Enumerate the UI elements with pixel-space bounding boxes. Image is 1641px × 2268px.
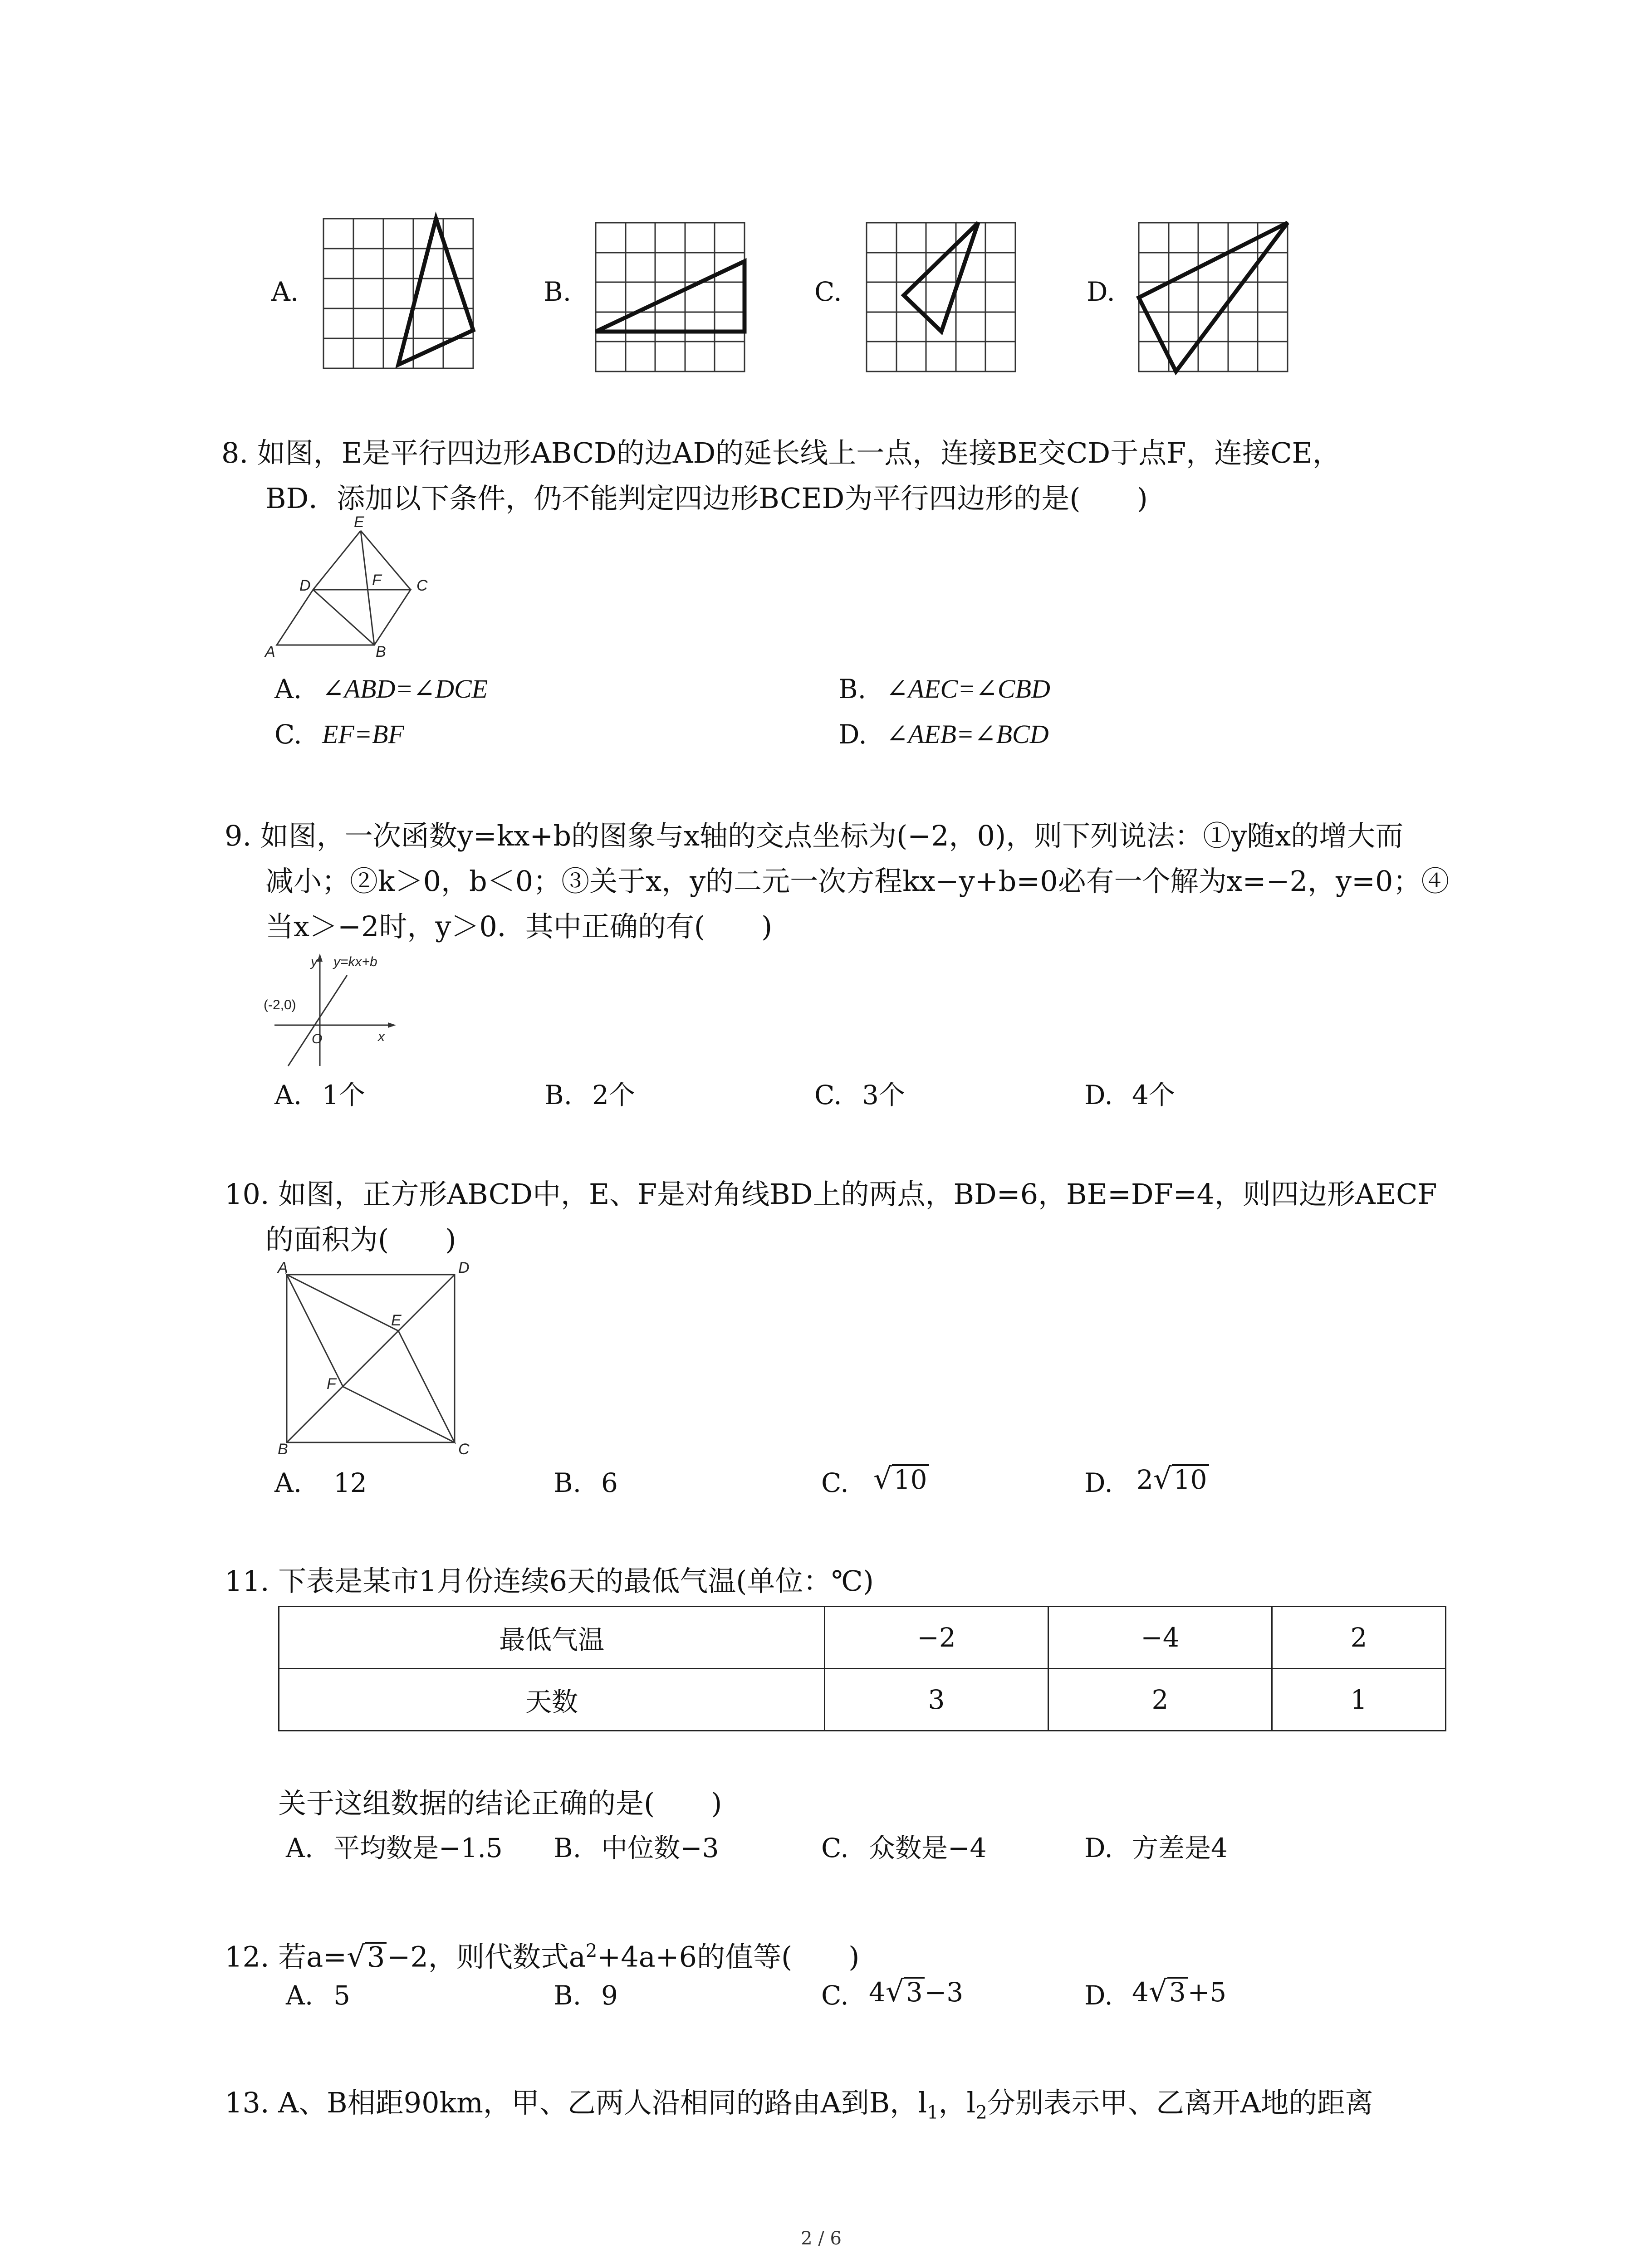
q10-option-a-label: A.	[274, 1467, 302, 1498]
q8-stem-line2: BD．添加以下条件，仍不能判定四边形BCED为平行四边形的是( )	[265, 482, 1148, 515]
q8-option-d-text: ∠AEB=∠BCD	[886, 719, 1049, 749]
q9-option-c-text: 3个	[862, 1080, 905, 1110]
q7-d-triangle	[1139, 223, 1288, 371]
q9-label-point: (-2,0)	[264, 997, 296, 1012]
q8-option-d-label: D.	[838, 719, 867, 750]
q12-option-b-text: 9	[601, 1980, 618, 2011]
sqrt-symbol: √	[1153, 1462, 1172, 1496]
q8-label-a: A	[265, 643, 275, 660]
q11-temperature-table	[278, 1606, 1446, 1731]
q7-b-triangle	[596, 261, 745, 332]
q12-radicand: 3	[365, 1942, 387, 1971]
q9-stem-line1: 9. 如图，一次函数y=kx+b的图象与x轴的交点坐标为(−2，0)，则下列说法：①y随x的增大而	[225, 819, 1404, 852]
q10-label-c: C	[458, 1441, 470, 1458]
q12-option-d-tail: +5	[1187, 1977, 1227, 2008]
q8-ad-extension	[313, 531, 361, 590]
q13-part2: ，l	[938, 2086, 976, 2119]
q7-option-c-label: C.	[814, 276, 842, 307]
q8-stem-line1: 8. 如图，E是平行四边形ABCD的边AD的延长线上一点，连接BE交CD于点F，连接CE，	[221, 436, 1341, 469]
q9-option-b-text: 2个	[592, 1080, 635, 1110]
q12-option-c-coef: 4	[869, 1977, 886, 2008]
q11-option-d-text: 方差是4	[1132, 1833, 1228, 1863]
table-cell: 2	[1272, 1607, 1446, 1669]
q13-stem	[225, 2086, 1373, 2126]
q7-option-c-figure	[867, 223, 1015, 371]
q11-stem: 11. 下表是某市1月份连续6天的最低气温(单位：℃)	[225, 1564, 874, 1598]
q8-option-a-label: A.	[274, 674, 302, 704]
q12-option-c-tail: −3	[924, 1977, 964, 2008]
table-cell: 2	[1048, 1669, 1272, 1731]
page-number: 2 / 6	[801, 2228, 842, 2249]
q10-stem-line1: 10. 如图，正方形ABCD中，E、F是对角线BD上的两点，BD=6，BE=DF=4，则四边形AECF	[225, 1178, 1437, 1211]
q11-option-d-label: D.	[1084, 1833, 1113, 1863]
q8-label-e: E	[354, 513, 364, 531]
q10-diagonal-bd	[287, 1275, 455, 1442]
q12-stem	[225, 1937, 860, 1974]
q7-option-a-figure	[323, 219, 473, 368]
table-cell: −2	[825, 1607, 1048, 1669]
q7-option-d-label: D.	[1087, 276, 1115, 307]
q8-option-c-label: C.	[274, 719, 302, 750]
table-cell: 天数	[279, 1669, 825, 1731]
q10-option-b-label: B.	[554, 1467, 582, 1498]
q11-option-b-label: B.	[554, 1833, 582, 1863]
q8-option-b-label: B.	[838, 674, 867, 704]
q12-stem-middle: −2，则代数式a	[387, 1940, 586, 1974]
q10-option-c-radicand: 10	[892, 1464, 929, 1493]
q11-question: 关于这组数据的结论正确的是( )	[278, 1787, 722, 1820]
table-cell: 3	[825, 1669, 1048, 1731]
q8-label-f: F	[372, 572, 382, 589]
sqrt-symbol: √	[1148, 1975, 1167, 2009]
q13-part3: 分别表示甲、乙离开A地的距离	[987, 2086, 1373, 2119]
q10-option-d-radicand: 10	[1172, 1464, 1209, 1493]
q9-option-d-text: 4个	[1132, 1080, 1175, 1110]
q9-stem-line3: 当x＞−2时，y＞0．其中正确的有( )	[265, 910, 773, 943]
table-row	[279, 1669, 1446, 1731]
q13-sub2: 2	[975, 2102, 987, 2123]
q12-option-d-label: D.	[1084, 1980, 1113, 2011]
table-cell: 最低气温	[279, 1607, 825, 1669]
q7-option-d-figure	[1139, 223, 1288, 371]
q9-option-d-label: D.	[1084, 1080, 1113, 1110]
q8-option-b-text: ∠AEC=∠CBD	[886, 674, 1050, 704]
q10-label-d: D	[458, 1259, 470, 1276]
q9-y-arrow	[317, 953, 323, 962]
q10-option-c-label: C.	[821, 1467, 849, 1498]
q9-option-c-label: C.	[814, 1080, 842, 1110]
q10-option-a-text: 12	[333, 1467, 367, 1498]
q10-option-c-value	[873, 1462, 929, 1496]
q9-stem-line2: 减小；②k＞0，b＜0；③关于x，y的二元一次方程kx−y+b=0必有一个解为x=−2，y=0；④	[265, 865, 1450, 898]
q9-option-b-label: B.	[544, 1080, 573, 1110]
q7-a-triangle	[398, 219, 473, 365]
q10-option-d-value	[1136, 1462, 1209, 1496]
table-row	[279, 1607, 1446, 1669]
q11-option-c-label: C.	[821, 1833, 849, 1863]
table-cell: −4	[1048, 1607, 1272, 1669]
q12-option-b-label: B.	[554, 1980, 582, 2011]
q10-figure	[268, 1256, 476, 1456]
q10-option-d-coef: 2	[1136, 1464, 1153, 1495]
q12-option-d-radicand: 3	[1167, 1977, 1188, 2006]
q7-c-triangle	[904, 223, 978, 332]
q9-function-line	[288, 975, 347, 1066]
q12-option-c-value	[869, 1975, 964, 2009]
sqrt-symbol: √	[885, 1975, 904, 2009]
q9-label-y: y	[311, 954, 318, 969]
q9-label-x: x	[378, 1029, 385, 1044]
q10-option-b-text: 6	[601, 1467, 618, 1498]
q8-bd	[313, 590, 374, 645]
q8-label-d: D	[299, 577, 311, 594]
q7-option-b-figure	[596, 223, 745, 371]
q8-option-a-text: ∠ABD=∠DCE	[322, 674, 488, 704]
sqrt-symbol: √	[873, 1462, 892, 1496]
q12-option-a-text: 5	[333, 1980, 350, 2011]
q8-label-c: C	[416, 577, 428, 594]
q10-stem-line2: 的面积为( )	[265, 1223, 456, 1256]
q12-option-c-radicand: 3	[904, 1977, 925, 2006]
q8-ce	[361, 531, 411, 590]
q9-option-a-text: 1个	[322, 1080, 365, 1110]
q11-option-b-text: 中位数−3	[601, 1833, 719, 1863]
q13-part1: 13. A、B相距90km，甲、乙两人沿相同的路由A到B，l	[225, 2086, 927, 2119]
q7-option-a-label: A.	[271, 276, 299, 307]
q8-figure	[263, 513, 458, 660]
q11-option-a-text: 平均数是−1.5	[333, 1833, 503, 1863]
q9-option-a-label: A.	[274, 1080, 302, 1110]
q9-x-arrow	[388, 1022, 396, 1028]
q10-label-f: F	[327, 1375, 336, 1393]
q10-label-e: E	[391, 1312, 402, 1329]
q13-sub1: 1	[927, 2102, 939, 2123]
q8-label-b: B	[376, 643, 386, 660]
q12-stem-prefix: 12. 若a=	[225, 1940, 347, 1974]
q10-label-a: A	[278, 1259, 288, 1276]
q10-option-d-label: D.	[1084, 1467, 1113, 1498]
q12-option-a-label: A.	[286, 1980, 314, 2011]
q9-label-function: y=kx+b	[333, 954, 377, 969]
q8-option-c-text: EF=BF	[322, 719, 404, 749]
sqrt-symbol: √	[347, 1940, 366, 1974]
q11-option-c-text: 众数是−4	[869, 1833, 987, 1863]
q10-label-b: B	[278, 1441, 288, 1458]
q9-figure	[261, 948, 411, 1070]
q11-option-a-label: A.	[286, 1833, 314, 1863]
q9-label-o: O	[312, 1031, 323, 1046]
q7-option-b-label: B.	[544, 276, 572, 307]
q12-stem-suffix: +4a+6的值等( )	[597, 1940, 860, 1974]
table-cell: 1	[1272, 1669, 1446, 1731]
q12-option-d-value	[1132, 1975, 1227, 2009]
q12-option-c-label: C.	[821, 1980, 849, 2011]
q12-exponent: 2	[585, 1941, 598, 1961]
q12-option-d-coef: 4	[1132, 1977, 1149, 2008]
